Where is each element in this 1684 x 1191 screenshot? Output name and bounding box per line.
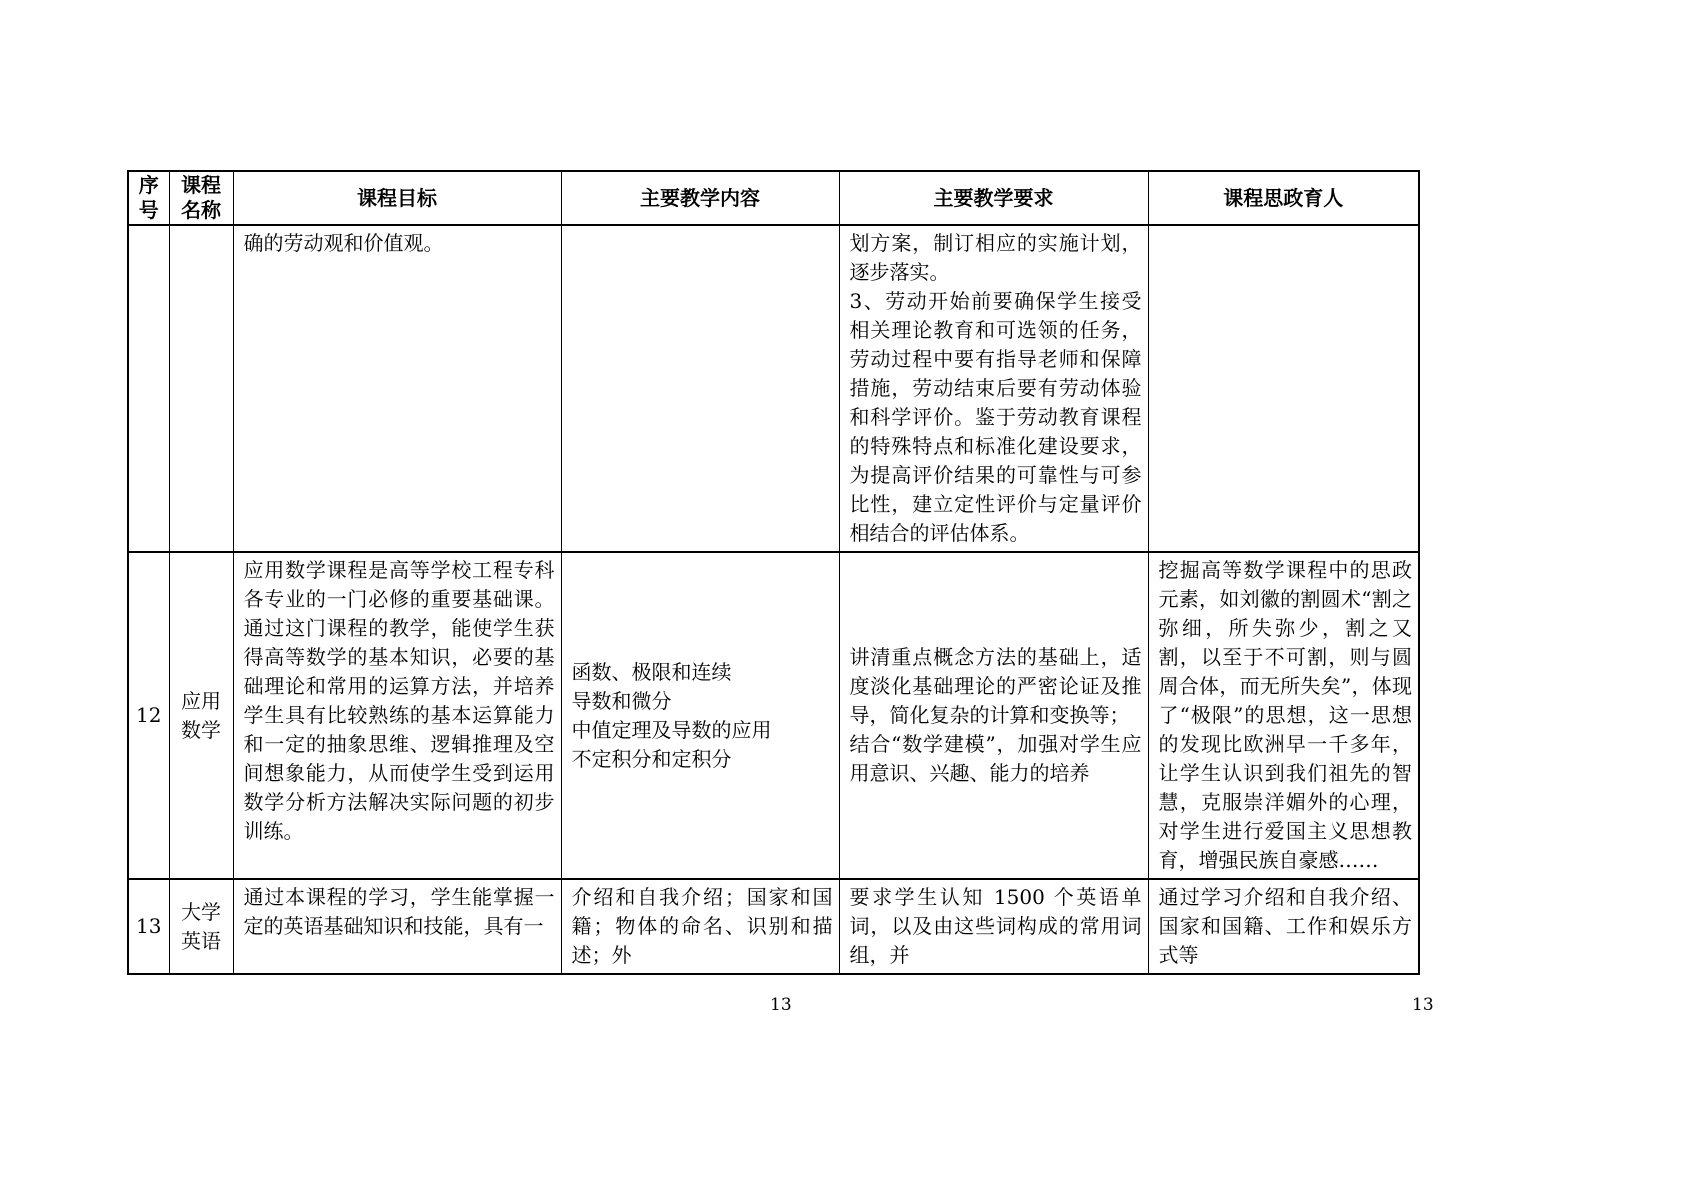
cell-objectives: 确的劳动观和价值观。 [233,225,561,552]
cell-teaching-requirements: 要求学生认知 1500 个英语单词，以及由这些词构成的常用词组，并 [839,879,1148,974]
header-cell-ideology-education: 课程思政育人 [1148,171,1419,225]
table-row-12 [128,552,1419,879]
table-row-13 [128,879,1419,974]
cell-ideology-education [1148,225,1419,552]
cell-objectives: 通过本课程的学习，学生能掌握一定的英语基础知识和技能，具有一 [233,879,561,974]
cell-course-name [169,225,233,552]
cell-teaching-requirements: 划方案，制订相应的实施计划，逐步落实。 3、劳动开始前要确保学生接受相关理论教育和可选领的任务，劳动过程中要有指导老师和保障措施，劳动结束后要有劳动体验和科学评价。鉴于劳动教育课程的特殊特点和标准化建设要求，为提高评价结果的可靠性与可参比性，建立定性评价与定量评价相结合的评估体系。 [839,225,1148,552]
cell-course-name: 应用数学 [169,552,233,879]
cell-no [128,225,169,552]
header-row [128,171,1419,225]
course-table [127,170,1420,975]
table-row-continuation [128,225,1419,552]
cell-teaching-requirements: 讲清重点概念方法的基础上，适度淡化基础理论的严密论证及推导，简化复杂的计算和变换等； 结合“数学建模”，加强对学生应用意识、兴趣、能力的培养 [839,552,1148,879]
header-cell-no: 序号 [128,171,169,225]
header-cell-teaching-requirements: 主要教学要求 [839,171,1148,225]
cell-course-name: 大学英语 [169,879,233,974]
header-cell-course-name: 课程名称 [169,171,233,225]
cell-ideology-education: 通过学习介绍和自我介绍、国家和国籍、工作和娱乐方式等 [1148,879,1419,974]
header-cell-objectives: 课程目标 [233,171,561,225]
cell-teaching-content [561,225,839,552]
cell-no: 13 [128,879,169,974]
cell-teaching-content: 函数、极限和连续 导数和微分 中值定理及导数的应用 不定积分和定积分 [561,552,839,879]
page-number-center: 13 [770,995,792,1015]
cell-objectives: 应用数学课程是高等学校工程专科各专业的一门必修的重要基础课。通过这门课程的教学，能使学生获得高等数学的基本知识，必要的基础理论和常用的运算方法，并培养学生具有比较熟练的基本运算能力和一定的抽象思维、逻辑推理及空间想象能力，从而使学生受到运用数学分析方法解决实际问题的初步训练。 [233,552,561,879]
cell-ideology-education: 挖掘高等数学课程中的思政元素，如刘徽的割圆术“割之弥细，所失弥少，割之又割，以至于不可割，则与圆周合体，而无所失矣”，体现了“极限”的思想，这一思想的发现比欧洲早一千多年，让学生认识到我们祖先的智慧，克服崇洋媚外的心理，对学生进行爱国主义思想教育，增强民族自豪感…… [1148,552,1419,879]
cell-teaching-content: 介绍和自我介绍；国家和国籍；物体的命名、识别和描述；外 [561,879,839,974]
page-number-right: 13 [1412,995,1434,1015]
cell-no: 12 [128,552,169,879]
header-cell-teaching-content: 主要教学内容 [561,171,839,225]
